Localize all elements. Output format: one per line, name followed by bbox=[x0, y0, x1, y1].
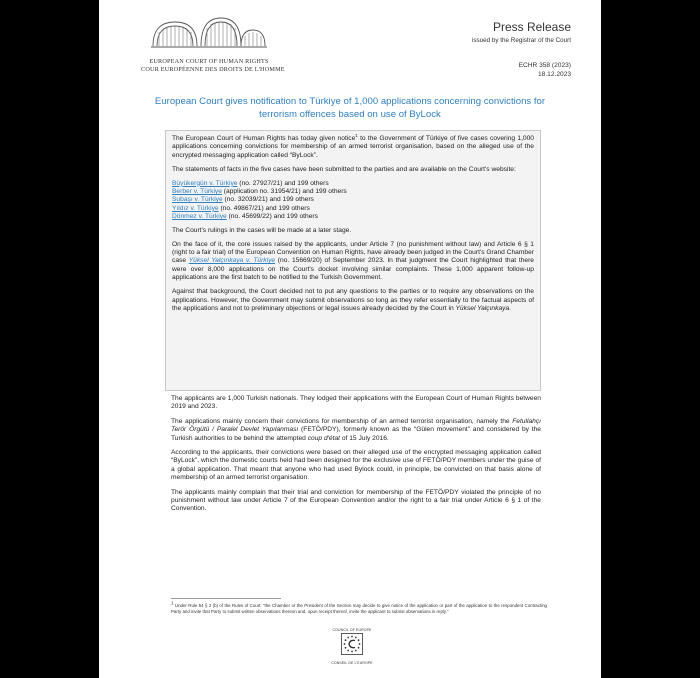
issued-by: issued by the Registrar of the Court bbox=[471, 37, 571, 44]
press-release-title: Press Release bbox=[492, 20, 571, 34]
summary-paragraph-4 bbox=[172, 241, 534, 283]
court-name-fr: COUR EUROPÉENNE DES DROITS DE L'HOMME bbox=[141, 66, 285, 73]
coup-italic: coup d'état bbox=[307, 434, 341, 442]
summary-paragraph-1 bbox=[172, 132, 534, 160]
case-item bbox=[172, 180, 534, 188]
summary-box bbox=[165, 130, 541, 391]
footnote-text: Under Rule 54 § 2 (b) of the Rules of Court: “the Chamber or the President of the Section may decide to give notice of the application or part of the application to the respondent Contracting Party and invite that Party to submit written observations thereon and, upon receipt thereof, invite the applicant to submit observations in reply.” bbox=[171, 603, 547, 614]
footnote-mark: 1 bbox=[171, 600, 174, 606]
body-paragraph-4: The applicants mainly complain that their trial and conviction for membership of the FETÖ/PDY violated the principle of no punishment without law under Article 7 of the European Convention and/or the right to a fair trial under Article 6 § 1 of the Convention. bbox=[171, 488, 541, 513]
summary-paragraph-5 bbox=[172, 288, 534, 313]
body-paragraph-3: According to the applicants, their convictions were based on their alleged use of the encrypted messaging application called “ByLock”, which the domestic courts held had been designed for the exclusive use of FETÖ/PDY members under the guise of a global application. That meant that anyone who had used Bylock could, in principle, be convicted on that basis alone of membership of an armed terrorist organisation. bbox=[171, 449, 541, 482]
case-link[interactable]: Berber v. Türkiye bbox=[172, 188, 222, 196]
case-link[interactable]: Dönmez v. Türkiye bbox=[172, 213, 227, 221]
council-of-europe-logo bbox=[327, 628, 377, 665]
summary-p1-text: The European Court of Human Rights has today given notice bbox=[172, 135, 356, 142]
summary-p5-text: Against that background, the Court decided not to put any questions to the parties or to require any observations on the applications. However, the Government may submit observations so long as they refer essentially to the factual aspects of the applications and not to preliminary objections or legal issues already decided by the Court in bbox=[172, 288, 534, 312]
reference-block bbox=[519, 62, 571, 79]
body-p2-text: The applications mainly concern their convictions for membership of an armed terrorist organisation, namely the bbox=[171, 417, 513, 425]
council-of-europe-emblem-icon bbox=[341, 633, 363, 655]
footnote-ref[interactable]: 1 bbox=[355, 132, 358, 138]
summary-paragraph-3: The Court's rulings in the cases will be made at a later stage. bbox=[172, 226, 352, 234]
coe-name-fr: CONSEIL DE L'EUROPE bbox=[331, 661, 373, 665]
case-item bbox=[172, 205, 534, 213]
release-date: 18.12.2023 bbox=[537, 70, 571, 78]
case-link[interactable]: Büyükergün v. Türkiye bbox=[172, 179, 238, 187]
body-p2-text-end: of 15 July 2016. bbox=[340, 434, 389, 442]
reference-number: ECHR 358 (2023) bbox=[518, 62, 571, 69]
court-logo bbox=[141, 12, 285, 82]
summary-p4-text: On the face of it, the core issues raised by the applicants, under Article 7 (no punishment without law) and Article 6 § 1 (right to a fair trial) of the European Convention on Human Rights, have already been judged in the Court's Grand Chamber case bbox=[172, 240, 534, 265]
headline: European Court gives notification to Türkiye of 1,000 applications concerning convictions for terrorism offences based on use of ByLock bbox=[154, 96, 546, 120]
case-item bbox=[172, 188, 534, 196]
case-link[interactable]: Yıldız v. Türkiye bbox=[172, 204, 219, 212]
case-detail: (no. 49867/21) and 199 others bbox=[218, 204, 310, 212]
press-release-header bbox=[472, 20, 571, 44]
case-detail: (application no. 31954/21) and 199 others bbox=[221, 188, 347, 196]
summary-paragraph-2: The statements of facts in the five cases have been submitted to the parties and are available on the Court's website: bbox=[172, 165, 516, 173]
case-detail: (no. 32039/21) and 199 others bbox=[222, 196, 314, 204]
case-item bbox=[172, 213, 534, 221]
case-item bbox=[172, 196, 534, 204]
case-link[interactable]: Subaşı v. Türkiye bbox=[172, 196, 223, 204]
summary-p1-text-cont: to the Government of Türkiye of five cases covering 1,000 applications concerning convictions for membership of an armed terrorist organisation, based on the alleged use of the encrypted messaging application called “ByLock”. bbox=[172, 135, 534, 159]
case-detail: (no. 27927/21) and 199 others bbox=[237, 179, 329, 187]
case-detail: (no. 45699/22) and 199 others bbox=[226, 213, 318, 221]
footnote-divider bbox=[171, 598, 281, 599]
body-paragraph-1: The applicants are 1,000 Turkish nationals. They lodged their applications with the European Court of Human Rights between 2019 and 2023. bbox=[171, 395, 541, 411]
court-building-icon bbox=[149, 12, 269, 58]
grand-chamber-case-link[interactable]: Yüksel Yalçınkaya v. Türkiye bbox=[188, 257, 276, 265]
body-paragraph-2 bbox=[171, 418, 541, 443]
coe-name-en: COUNCIL OF EUROPE bbox=[332, 628, 372, 632]
court-name-en: EUROPEAN COURT OF HUMAN RIGHTS bbox=[149, 58, 269, 65]
case-name-italic: Yüksel Yalçınkaya bbox=[455, 304, 510, 312]
footnote bbox=[171, 600, 547, 615]
organisation-name-italic: Fetullahçı Terör Örgütü / Paralel Devlet Yapılanması bbox=[171, 417, 541, 434]
body-text bbox=[171, 395, 541, 520]
summary-p5-text-cont: . bbox=[509, 304, 512, 312]
summary-p4-text-cont: (no. 15669/20) of September 2023. In that judgment the Court highlighted that there were over 8,000 applications on the Court's docket involving similar complaints. These 1,000 apparent follow-up applications are the first batch to be notified to the Turkish Government. bbox=[172, 257, 534, 282]
case-list bbox=[172, 180, 534, 222]
press-release-page bbox=[99, 0, 601, 678]
body-p2-text-cont: (FETÖ/PDY), formerly known as the “Gülen movement” and considered by the Turkish authorities to be behind the attempted bbox=[171, 426, 541, 442]
